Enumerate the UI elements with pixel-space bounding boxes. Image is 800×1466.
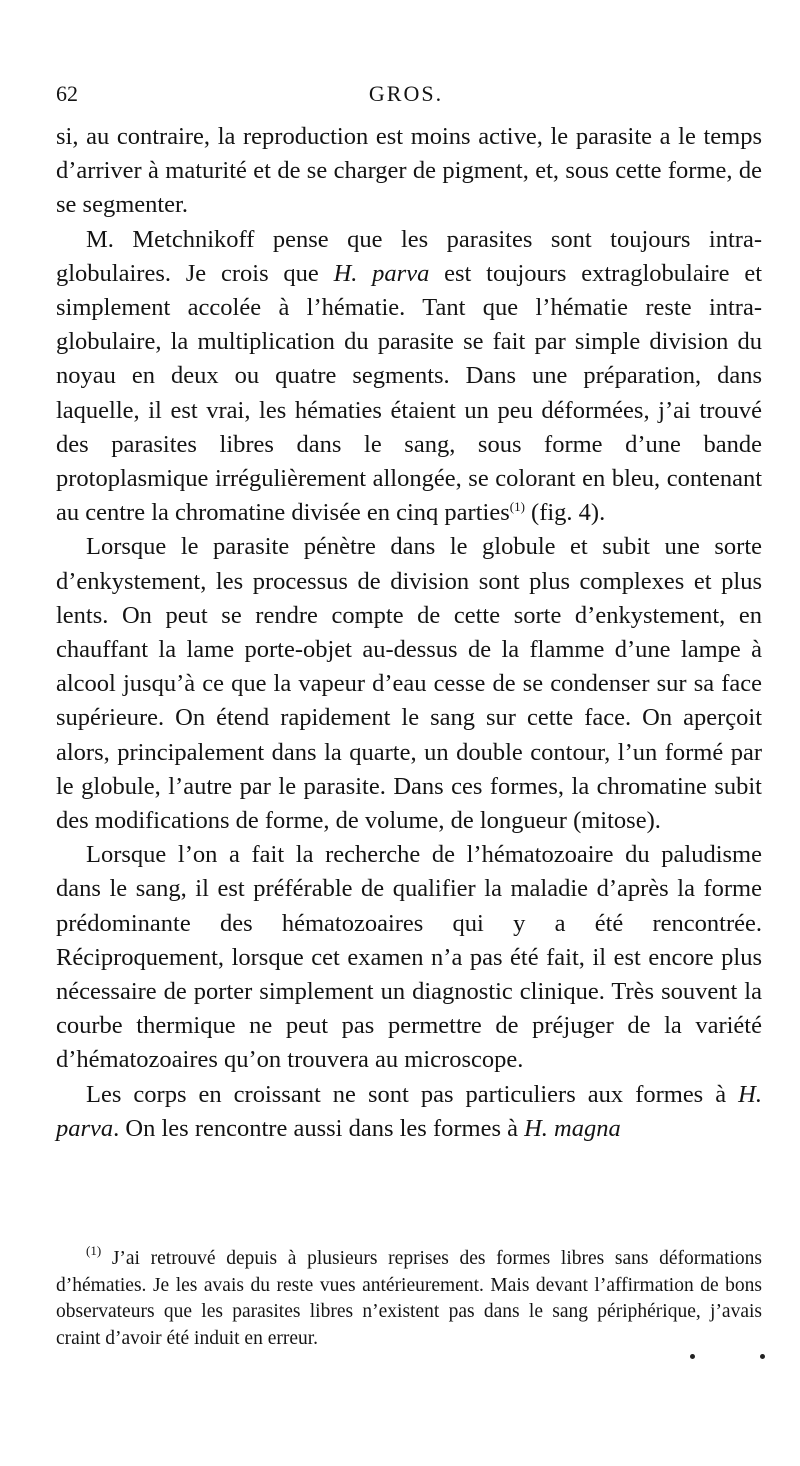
paragraph-2-part-a: M. Metchnikoff pense que les parasites sont toujours intra-globulaires. Je crois que — [56, 225, 762, 287]
species-name-h-parva-2: H. parva — [56, 1080, 762, 1142]
paragraph-2 — [56, 223, 762, 531]
paragraph-5 — [56, 1078, 762, 1146]
paragraph-5-part-a: Les corps en croissant ne sont pas particuliers aux formes à — [86, 1080, 739, 1108]
footnote — [56, 1243, 762, 1352]
paragraph-2-part-d: (fig. 4). — [524, 499, 606, 527]
species-name-h-parva: H. parva — [333, 259, 430, 287]
paragraph-1: si, au contraire, la reproduction est moins active, le parasite a le temps d’arriver à maturité et de se charger de pigment, et, sous cette forme, de se segmenter. — [56, 123, 762, 219]
paragraph-2-part-c: est toujours extraglobulaire et simplement accolée à l’hématie. Tant que l’hématie reste intra-globulaire, la multiplication du parasite se fait par simple division du noyau en deux ou quatre segments. Dans une préparation, dans laquelle, il est vrai, les hématies étaient un peu déformées, j’ai trouvé des parasites libres dans le sang, sous forme d’une bande protoplasmique irrégulièrement allongée, se colorant en bleu, contenant au centre la chromatine divisée en cinq parties — [56, 259, 762, 527]
footnote-text: J’ai retrouvé depuis à plusieurs reprises des formes libres sans déformations d’hématies. Je les avais du reste vues antérieurement. Mais devant l’affirmation de bons observateurs que les parasites libres n’existent pas dans le sang périphérique, j’avais craint d’avoir été induit en erreur. — [56, 1248, 762, 1349]
body-text — [56, 120, 762, 1146]
paragraph-3: Lorsque le parasite pénètre dans le globule et subit une sorte d’enkystement, les processus de division sont plus complexes et plus lents. On peut se rendre compte de cette sorte d’enkystement, en chauffant la lame porte-objet au-dessus de la flamme d’une lampe à alcool jusqu’à ce que la vapeur d’eau cesse de se condenser sur sa face supérieure. On étend rapidement le sang sur cette face. On aperçoit alors, principalement dans la quarte, un double contour, l’un formé par le globule, l’autre par le parasite. Dans ces formes, la chromatine subit des modifications de forme, de volume, de longueur (mitose). — [56, 533, 762, 835]
printer-marks — [690, 1354, 780, 1364]
footnote-reference: (1) — [509, 499, 525, 515]
ink-dot-mark — [760, 1354, 765, 1359]
ink-dot-mark — [690, 1354, 695, 1359]
running-title: GROS. — [368, 81, 444, 106]
footnote-marker: (1) — [86, 1243, 102, 1258]
paragraph-4: Lorsque l’on a fait la recherche de l’hématozoaire du paludisme dans le sang, il est préférable de qualifier la maladie d’après la forme prédominante des hématozoaires qui y a été rencontrée. Réciproquement, lorsque cet examen n’a pas été fait, il est encore plus nécessaire de porter simplement un diagnostic clinique. Très souvent la courbe thermique ne peut pas permettre de préjuger de la variété d’hématozoaires qu’on trouvera au microscope. — [56, 841, 762, 1074]
page-number: 62 — [56, 81, 78, 106]
species-name-h-magna: H. magna — [524, 1114, 621, 1142]
paragraph-5-part-c: . On les rencontre aussi dans les formes à — [113, 1114, 525, 1142]
